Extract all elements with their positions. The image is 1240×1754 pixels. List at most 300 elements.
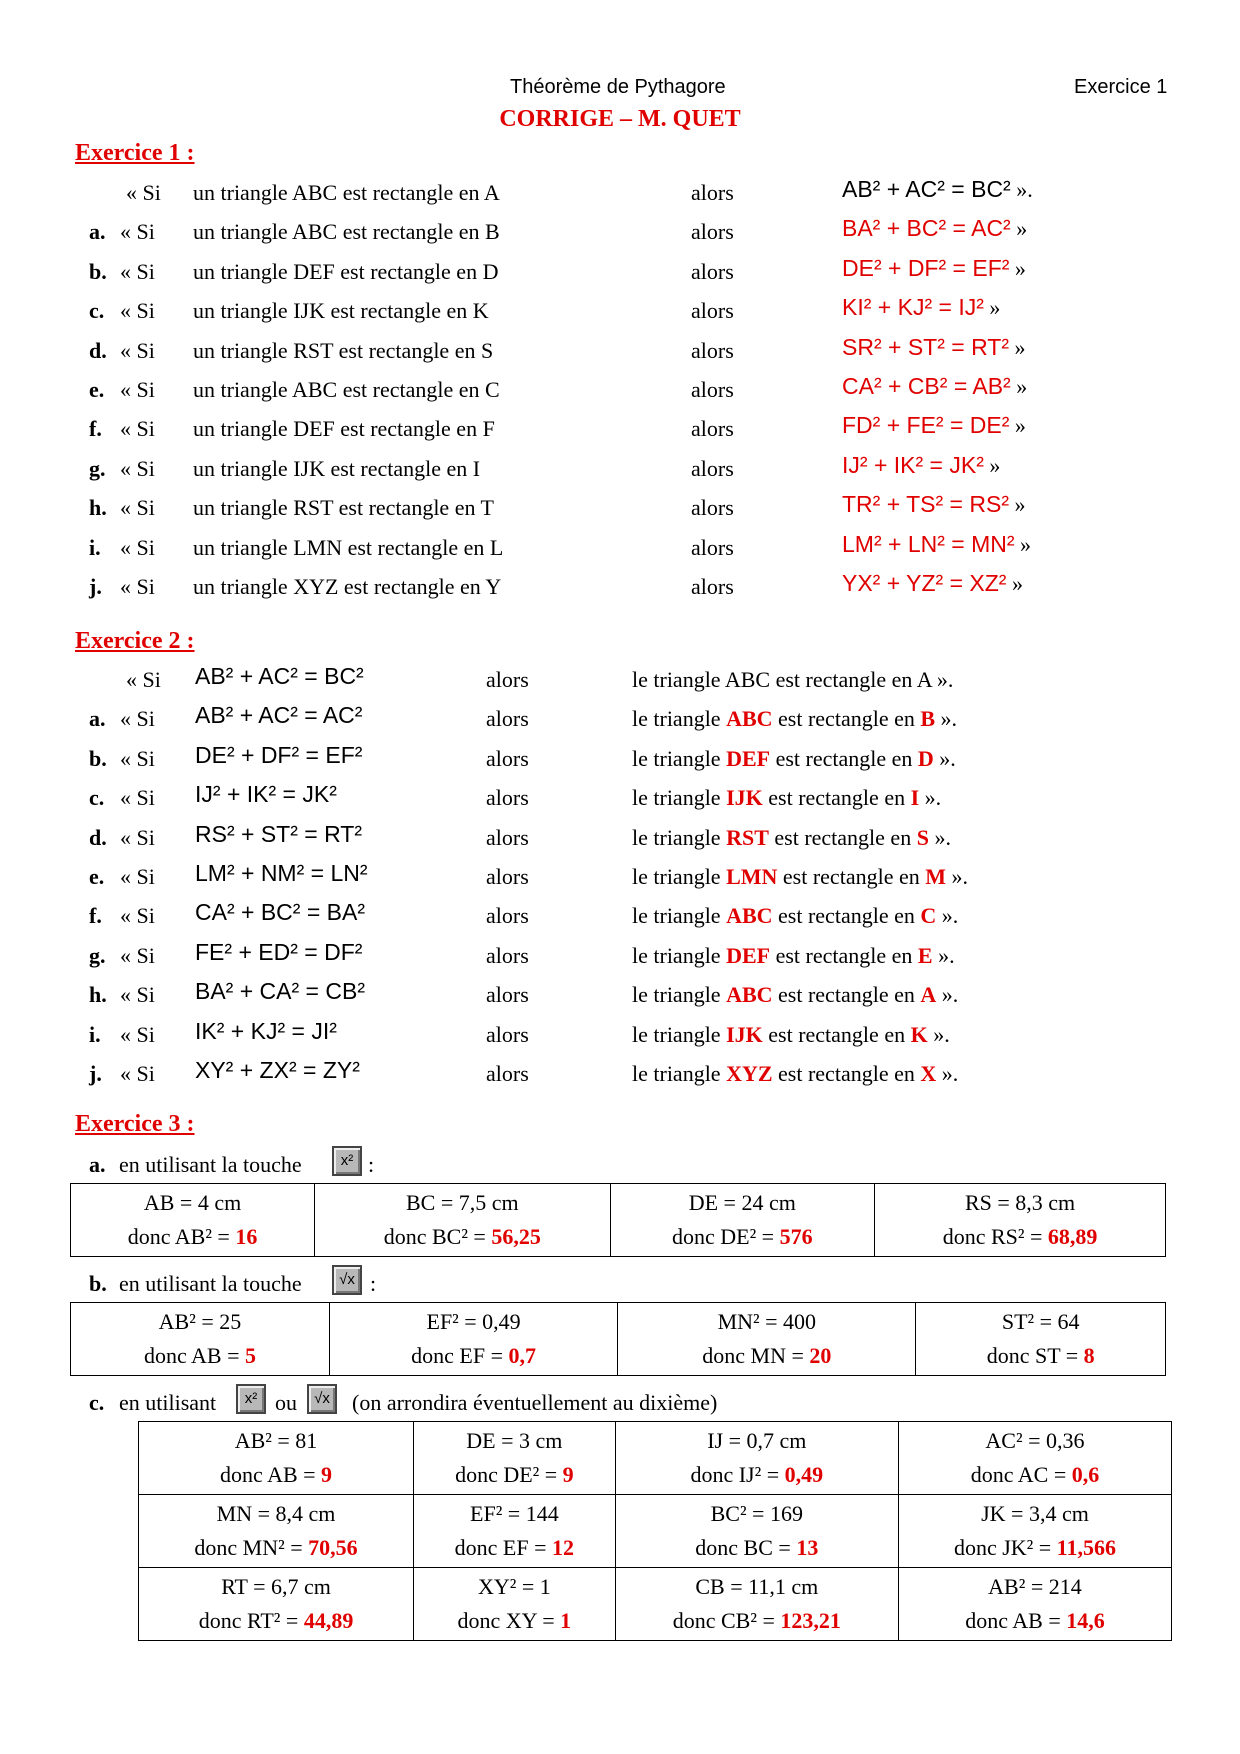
conclusion-tail: ». (945, 864, 968, 889)
table-cell (916, 1303, 1166, 1376)
exercise-3-title: Exercice 3 : (75, 1111, 195, 1137)
cell-answer: 11,566 (1056, 1535, 1116, 1560)
right-angle-vertex: C (920, 903, 937, 929)
alors-text: alors (691, 298, 734, 324)
cell-answer: 0,7 (508, 1343, 537, 1368)
cell-result (616, 1458, 898, 1492)
item-label: g. (89, 942, 106, 968)
cell-result (875, 1220, 1165, 1254)
si-text: « Si (120, 574, 155, 599)
exercise-label: Exercice 1 (1074, 76, 1168, 98)
conclusion (632, 1022, 950, 1048)
item-label: c. (89, 1390, 105, 1415)
triangle-name: DEF (726, 942, 771, 968)
item-label: i. (89, 534, 101, 560)
formula: FE² + ED² = DF² (195, 938, 363, 965)
statement-text: un triangle DEF est rectangle en F (193, 416, 495, 442)
triangle-name: ABC (724, 667, 771, 692)
formula-tail: » (1009, 413, 1026, 439)
formula-line (842, 491, 1026, 518)
statement-text: un triangle ABC est rectangle en A (193, 180, 500, 205)
conclusion-text: le triangle (632, 785, 727, 811)
formula-tail: » (1009, 492, 1026, 518)
alors-text: alors (691, 377, 734, 402)
cell-given: MN² = 400 (717, 1309, 817, 1334)
conclusion (632, 706, 957, 732)
cell-answer: 14,6 (1066, 1608, 1105, 1633)
cell-given: ST² = 64 (1001, 1309, 1080, 1334)
cell-given: AB² = 214 (988, 1574, 1082, 1599)
conclusion (632, 903, 958, 929)
exercise-1-row (0, 412, 1240, 452)
instruction-text: en utilisant (119, 1390, 217, 1415)
conclusion (632, 864, 968, 890)
cell-answer: 68,89 (1047, 1224, 1098, 1249)
si-text: « Si (120, 942, 155, 968)
cell-result-label: donc AB = (143, 1343, 245, 1368)
cell-result-label: donc RS² = (942, 1224, 1048, 1249)
statement-text: un triangle RST est rectangle en S (193, 337, 494, 363)
alors-text: alors (691, 416, 734, 442)
conclusion (632, 982, 958, 1008)
right-angle-vertex: A (920, 982, 937, 1008)
triangle-name: ABC (726, 903, 773, 929)
formula: RS² + ST² = RT² (195, 820, 362, 847)
si-text: « Si (120, 534, 155, 560)
si-text: « Si (120, 1021, 155, 1047)
si-text: « Si (126, 667, 161, 692)
alors-text: alors (486, 824, 529, 850)
table-row (71, 1184, 1166, 1257)
exercise-1-row (0, 451, 1240, 492)
instruction-colon: : (370, 1271, 377, 1296)
cell-answer: 20 (809, 1343, 832, 1368)
square-root-key-icon: √x (307, 1384, 337, 1414)
item-label: g. (89, 455, 106, 481)
formula: BA² + CA² = CB² (195, 978, 365, 1005)
cell-result-label: donc IJ² = (690, 1462, 785, 1487)
page-title: CORRIGE – M. QUET (499, 106, 741, 132)
instruction-text: en utilisant la touche (119, 1271, 302, 1296)
cell-result (916, 1339, 1165, 1373)
cell-given: JK = 3,4 cm (981, 1501, 1089, 1526)
conclusion-text: le triangle (632, 903, 727, 929)
triangle-name: RST (726, 824, 769, 850)
conclusion-tail: ». (919, 785, 942, 811)
cell-answer: 9 (562, 1462, 574, 1487)
instruction-colon: : (368, 1152, 375, 1177)
alors-text: alors (486, 903, 529, 929)
table-row (71, 1303, 1166, 1376)
cell-result-label: donc EF = (411, 1343, 509, 1368)
conclusion (632, 746, 956, 772)
formula-tail: » (1006, 571, 1023, 596)
conclusion-tail: ». (932, 942, 955, 968)
cell-answer: 12 (552, 1535, 575, 1560)
cell-result-label: donc EF = (454, 1535, 553, 1560)
conclusion-text: le triangle (632, 667, 725, 692)
formula-line (842, 294, 1000, 321)
conclusion (632, 667, 953, 693)
formula: IJ² + IK² = JK² (842, 451, 984, 478)
conclusion-tail: ». (927, 1021, 950, 1047)
instruction-or: ou (275, 1390, 297, 1415)
cell-result-label: donc BC² = (383, 1224, 492, 1249)
exercise-2-row (0, 860, 1240, 900)
conclusion-text: le triangle (632, 942, 727, 968)
formula: IJ² + IK² = JK² (195, 781, 337, 808)
square-root-key-icon: √x (332, 1265, 362, 1295)
conclusion (632, 943, 955, 969)
item-label: i. (89, 1021, 101, 1047)
exercise-1-row (0, 254, 1240, 295)
triangle-name: LMN (726, 864, 778, 889)
cell-given: AB = 4 cm (143, 1190, 242, 1215)
cell-result-label: donc AB = (220, 1462, 322, 1487)
si-text: « Si (120, 377, 155, 402)
cell-result-label: donc DE² = (672, 1224, 780, 1249)
table-cell (329, 1303, 617, 1376)
cell-result (71, 1220, 314, 1254)
si-text: « Si (120, 455, 155, 481)
conclusion-text: le triangle (632, 1021, 727, 1047)
conclusion-tail: ». (936, 982, 959, 1008)
cell-given: DE = 3 cm (466, 1428, 563, 1453)
table-row (139, 1568, 1172, 1641)
table-cell (615, 1495, 898, 1568)
exercise-1-row (0, 333, 1240, 374)
cell-answer: 1 (560, 1608, 572, 1633)
conclusion-text: est rectangle en (770, 942, 918, 968)
conclusion-text: est rectangle en (772, 903, 921, 929)
statement-text: un triangle DEF est rectangle en D (193, 258, 499, 284)
conclusion-text: le triangle (632, 864, 727, 889)
statement-text: un triangle ABC est rectangle en B (193, 219, 500, 245)
si-text: « Si (120, 903, 155, 929)
statement-text: un triangle ABC est rectangle en C (193, 377, 500, 402)
alors-text: alors (486, 1021, 529, 1047)
subject-title: Théorème de Pythagore (510, 76, 726, 98)
triangle-name: XYZ (726, 1061, 773, 1086)
si-text: « Si (120, 219, 155, 245)
statement-text: un triangle LMN est rectangle en L (193, 534, 504, 560)
formula: YX² + YZ² = XZ² (842, 570, 1007, 596)
cell-answer: 16 (235, 1224, 258, 1249)
cell-given: IJ = 0,7 cm (707, 1428, 807, 1453)
formula-tail: » (1014, 531, 1032, 557)
formula: IK² + KJ² = JI² (195, 1017, 337, 1044)
alors-text: alors (691, 455, 734, 481)
si-text: « Si (120, 864, 155, 889)
si-text: « Si (120, 298, 155, 324)
formula-line (842, 255, 1026, 282)
cell-result-label: donc DE² = (455, 1462, 563, 1487)
cell-given: CB = 11,1 cm (695, 1574, 819, 1599)
conclusion-text: est rectangle en (768, 824, 917, 850)
cell-given: MN = 8,4 cm (216, 1501, 336, 1526)
cell-result-label: donc AC = (970, 1462, 1072, 1487)
item-label: d. (89, 824, 107, 850)
conclusion-text: est rectangle en (772, 1061, 921, 1086)
conclusion-tail: ». (936, 1061, 959, 1086)
item-label: e. (89, 377, 105, 402)
cell-answer: 13 (796, 1535, 819, 1560)
exercise-2-row (0, 741, 1240, 782)
formula: LM² + NM² = LN² (195, 860, 368, 886)
page-header (0, 76, 1240, 106)
conclusion (632, 1061, 958, 1087)
formula: FD² + FE² = DE² (842, 412, 1010, 439)
cell-result-label: donc ST = (986, 1343, 1084, 1368)
exercise-2-row (0, 1057, 1240, 1097)
conclusion-tail: ». (936, 903, 959, 929)
formula: LM² + LN² = MN² (842, 530, 1015, 557)
table-cell (71, 1303, 330, 1376)
cell-result (618, 1339, 915, 1373)
exercise-1-row (0, 373, 1240, 413)
statement-text: un triangle XYZ est rectangle en Y (193, 574, 502, 599)
formula-line (842, 531, 1031, 558)
cell-result-label: donc AB² = (127, 1224, 236, 1249)
cell-answer: 0,49 (784, 1462, 824, 1487)
cell-result (139, 1458, 413, 1492)
cell-result (616, 1531, 898, 1565)
item-label: j. (89, 1061, 102, 1086)
cell-answer: 576 (779, 1224, 813, 1249)
exercise-2-row (0, 663, 1240, 703)
alors-text: alors (486, 706, 529, 732)
cell-result-label: donc MN² = (194, 1535, 309, 1560)
cell-result (139, 1531, 413, 1565)
formula-line (842, 176, 1033, 203)
exercise-3a-table (70, 1183, 1166, 1257)
item-label: d. (89, 337, 107, 363)
formula: BA² + BC² = AC² (842, 215, 1011, 242)
cell-result (414, 1458, 615, 1492)
formula: AB² + AC² = BC² (842, 176, 1011, 202)
cell-given: DE = 24 cm (688, 1190, 796, 1215)
item-label: b. (89, 258, 107, 284)
exercise-1-row (0, 176, 1240, 216)
table-cell (414, 1568, 616, 1641)
instruction-rounding: (on arrondira éventuellement au dixième) (352, 1390, 718, 1415)
alors-text: alors (691, 534, 734, 560)
item-label: h. (89, 982, 107, 1008)
exercise-1-row (0, 491, 1240, 531)
table-cell (898, 1495, 1171, 1568)
exercise-2-row (0, 899, 1240, 939)
conclusion-text: est rectangle en (770, 667, 917, 692)
si-text: « Si (120, 258, 155, 284)
cell-given: BC = 7,5 cm (405, 1190, 519, 1215)
cell-answer: 9 (321, 1462, 333, 1487)
cell-answer: 5 (244, 1343, 256, 1368)
table-cell (898, 1568, 1171, 1641)
right-angle-vertex: E (917, 942, 933, 968)
cell-result-label: donc RT² = (198, 1608, 304, 1633)
cell-result-label: donc BC = (695, 1535, 797, 1560)
conclusion-text: est rectangle en (772, 706, 921, 732)
cell-answer: 56,25 (491, 1224, 541, 1249)
conclusion-text: est rectangle en (777, 864, 926, 889)
si-text: « Si (120, 706, 155, 732)
table-cell (610, 1184, 875, 1257)
si-text: « Si (120, 745, 155, 771)
cell-given: BC² = 169 (710, 1501, 803, 1526)
alors-text: alors (691, 495, 734, 521)
cell-given: AB² = 81 (234, 1428, 318, 1453)
cell-answer: 0,6 (1071, 1462, 1100, 1487)
conclusion-text: le triangle (632, 982, 727, 1008)
triangle-name: IJK (726, 785, 763, 811)
alors-text: alors (691, 337, 734, 363)
cell-given: AB² = 25 (158, 1309, 242, 1334)
item-label: c. (89, 298, 105, 324)
conclusion (632, 825, 951, 851)
table-cell (898, 1422, 1171, 1495)
item-label: f. (89, 903, 102, 929)
formula-tail: » (1009, 334, 1026, 360)
cell-result-label: donc XY = (457, 1608, 561, 1633)
table-cell (315, 1184, 610, 1257)
cell-result (414, 1531, 615, 1565)
right-angle-vertex: I (910, 785, 920, 811)
table-cell (139, 1422, 414, 1495)
conclusion-text: le triangle (632, 1061, 727, 1086)
formula: AB² + AC² = BC² (195, 663, 364, 689)
si-text: « Si (120, 337, 155, 363)
conclusion (632, 785, 941, 811)
conclusion-text: le triangle (632, 824, 727, 850)
exercise-1-row (0, 530, 1240, 571)
exercise-1-row (0, 294, 1240, 334)
si-text: « Si (120, 1061, 155, 1086)
table-cell (414, 1422, 616, 1495)
alors-text: alors (486, 942, 529, 968)
si-text: « Si (120, 982, 155, 1008)
formula-line (842, 452, 1000, 479)
statement-text: un triangle RST est rectangle en T (193, 495, 494, 521)
exercise-2-row (0, 938, 1240, 979)
conclusion-text: est rectangle en (762, 785, 911, 811)
alors-text: alors (486, 745, 529, 771)
formula: TR² + TS² = RS² (842, 491, 1009, 518)
conclusion-text: est rectangle en (762, 1021, 911, 1047)
alors-text: alors (691, 258, 734, 284)
conclusion-text: le triangle (632, 706, 727, 732)
cell-answer: 8 (1083, 1343, 1095, 1368)
conclusion-tail: ». (928, 824, 951, 850)
triangle-name: IJK (726, 1021, 763, 1047)
conclusion-tail: ». (931, 667, 954, 692)
formula-line (842, 334, 1026, 361)
exercise-2-row (0, 702, 1240, 742)
cell-answer: 44,89 (303, 1608, 354, 1633)
conclusion-text: est rectangle en (770, 745, 918, 771)
formula: AB² + AC² = AC² (195, 702, 363, 729)
exercise-2-title: Exercice 2 : (75, 628, 195, 654)
cell-result (315, 1220, 609, 1254)
alors-text: alors (691, 574, 734, 599)
triangle-name: ABC (726, 706, 773, 732)
item-label: j. (89, 574, 102, 599)
formula-line (842, 412, 1026, 439)
table-cell (139, 1568, 414, 1641)
formula-line (842, 215, 1027, 242)
alors-text: alors (486, 864, 529, 889)
item-label: f. (89, 416, 102, 442)
formula-tail: » (1010, 374, 1028, 399)
formula: XY² + ZX² = ZY² (195, 1057, 360, 1083)
statement-text: un triangle IJK est rectangle en K (193, 298, 489, 324)
table-cell (139, 1495, 414, 1568)
alors-text: alors (486, 1061, 529, 1086)
statement-text: un triangle IJK est rectangle en I (193, 455, 481, 481)
instruction-text: en utilisant la touche (119, 1152, 302, 1177)
formula: CA² + CB² = AB² (842, 373, 1011, 399)
conclusion-tail: ». (935, 706, 958, 732)
table-cell (618, 1303, 916, 1376)
si-text: « Si (120, 416, 155, 442)
cell-result (899, 1458, 1171, 1492)
cell-result (414, 1604, 615, 1638)
si-text: « Si (126, 180, 161, 205)
exercise-1-row (0, 215, 1240, 255)
cell-answer: 123,21 (780, 1608, 841, 1633)
cell-given: EF² = 0,49 (426, 1309, 521, 1334)
conclusion-text: le triangle (632, 745, 727, 771)
right-angle-vertex: D (917, 745, 934, 771)
exercise-1-row (0, 570, 1240, 610)
cell-given: RS = 8,3 cm (964, 1190, 1076, 1215)
right-angle-vertex: B (920, 706, 936, 732)
exercise-2-row (0, 781, 1240, 821)
right-angle-vertex: X (920, 1061, 937, 1086)
exercise-2-row (0, 978, 1240, 1018)
table-cell (615, 1568, 898, 1641)
conclusion-text: est rectangle en (772, 982, 921, 1008)
cell-result-label: donc AB = (965, 1608, 1067, 1633)
item-label: c. (89, 785, 105, 811)
triangle-name: DEF (726, 745, 771, 771)
right-angle-vertex: S (916, 824, 929, 850)
formula-tail: » (983, 295, 1001, 321)
right-angle-vertex: K (910, 1021, 928, 1047)
formula: DE² + DF² = EF² (195, 741, 363, 768)
formula: CA² + BC² = BA² (195, 899, 365, 926)
cell-given: EF² = 144 (470, 1501, 559, 1526)
formula-tail: ». (1010, 177, 1033, 202)
item-label: a. (89, 1152, 106, 1177)
formula-tail: » (1010, 216, 1028, 242)
formula: KI² + KJ² = IJ² (842, 294, 984, 321)
cell-given: AC² = 0,36 (985, 1428, 1085, 1453)
item-label: b. (89, 1271, 107, 1296)
table-cell (615, 1422, 898, 1495)
exercise-2-row (0, 820, 1240, 861)
right-angle-vertex: M (925, 864, 946, 889)
item-label: b. (89, 745, 107, 771)
si-text: « Si (120, 495, 155, 521)
formula-tail: » (1009, 255, 1026, 281)
alors-text: alors (486, 785, 529, 811)
cell-result (330, 1339, 617, 1373)
table-row (139, 1495, 1172, 1568)
right-angle-vertex: A (916, 667, 932, 692)
cell-result-label: donc CB² = (672, 1608, 781, 1633)
table-cell (71, 1184, 315, 1257)
item-label: h. (89, 495, 107, 521)
